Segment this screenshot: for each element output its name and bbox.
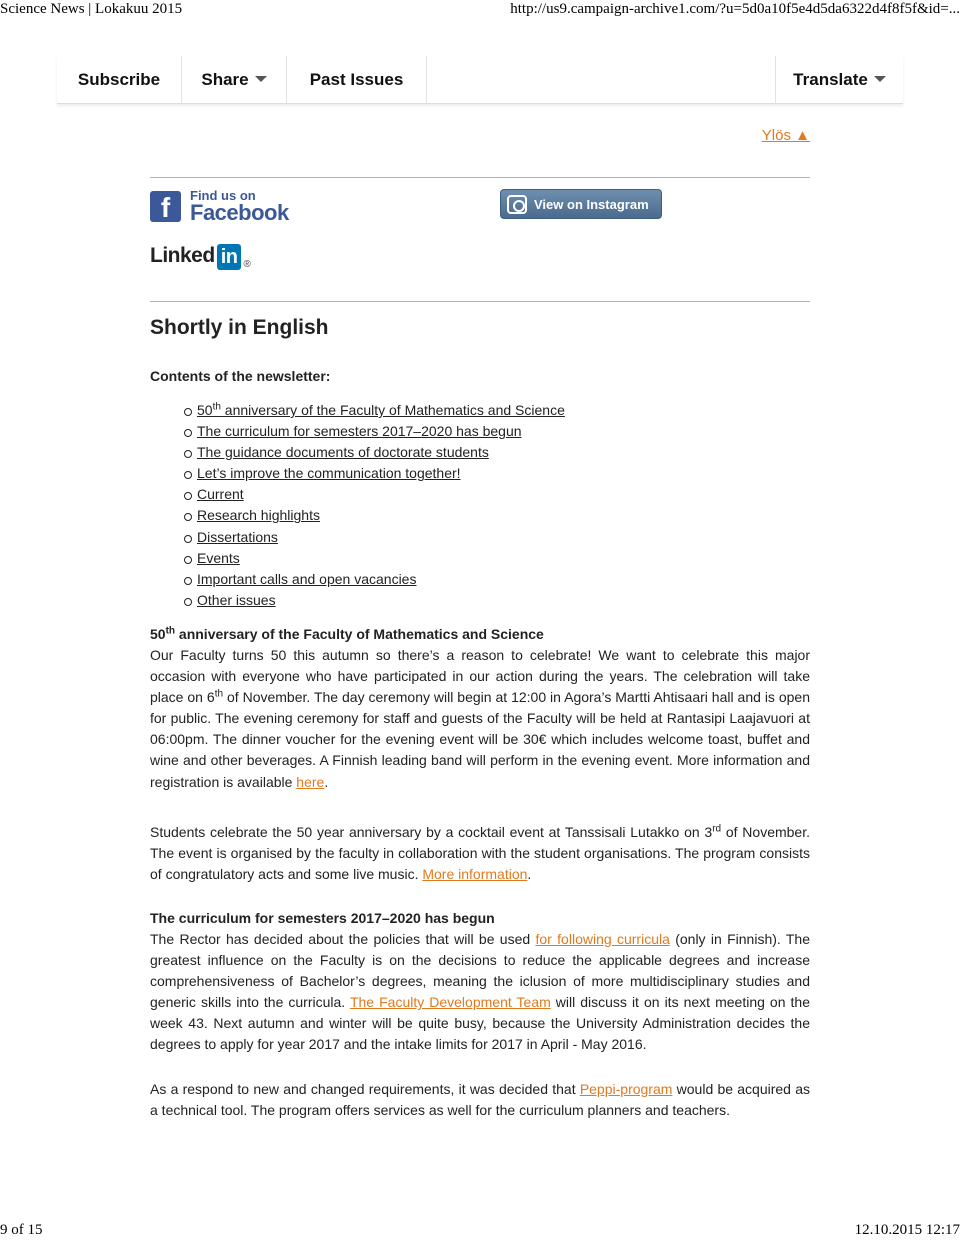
past-issues-label: Past Issues: [309, 70, 404, 89]
list-item: [182, 548, 565, 569]
toc-link-text: 50: [197, 402, 213, 418]
text: of November. The day ceremony will begin at 12:00 in Agora’s Martti Ahtisaari hall and is open for public. The evening ceremony for staff and guests of the Faculty will be held at Rantasipi Laajavuori at 06:00pm. The dinner voucher for the evening event will be 30€ which includes welcome toast, buffet and wine and other beverages. A Finnish leading band will perform in the evening event. More information and registration is available: [150, 689, 811, 790]
facebook-badge-line2: Facebook: [190, 200, 289, 225]
heading-text: 50: [150, 626, 166, 642]
list-item: [182, 421, 565, 442]
share-button[interactable]: [182, 56, 287, 104]
toc-link-guidance-documents[interactable]: The guidance documents of doctorate students: [197, 444, 489, 461]
facebook-icon: f: [150, 191, 181, 222]
toc-link-events[interactable]: Events: [197, 549, 240, 566]
superscript: th: [212, 401, 221, 413]
linkedin-text: Linked: [150, 244, 215, 267]
more-information-link[interactable]: More information: [422, 866, 528, 883]
superscript: th: [165, 625, 176, 637]
list-item: [182, 505, 565, 526]
paragraph: [150, 1079, 810, 1121]
linkedin-in-icon: in: [217, 244, 242, 270]
text: The Rector has decided about the policies that will be used: [150, 931, 536, 947]
paragraph: [150, 929, 810, 1056]
subscribe-button[interactable]: [57, 56, 182, 104]
heading-text: anniversary of the Faculty of Mathematics and Science: [175, 626, 544, 642]
toc-link-curriculum[interactable]: The curriculum for semesters 2017–2020 has begun: [197, 423, 522, 440]
toc-link-calls-vacancies[interactable]: Important calls and open vacancies: [197, 570, 417, 587]
text: will discuss it on its next meeting on the week 43. Next autumn and winter will be quite busy, because the University Administration decides the degrees to apply for year 2017 and the intake limits for 2017 in April - May 2016.: [150, 994, 810, 1053]
paragraph: [150, 822, 810, 885]
list-item: [182, 527, 565, 548]
text: (only in Finnish). The greatest influence on the Faculty is on the decisions to reduce the applicable degrees and increase comprehensiveness of Bachelor’s degrees, meaning the iclusion of more multidisciplinary studies and generic skills into the curricula.: [150, 931, 810, 1011]
toc-link-dissertations[interactable]: Dissertations: [197, 528, 278, 545]
camera-icon: [507, 195, 527, 214]
translate-button[interactable]: [775, 56, 903, 104]
student-celebration-article: [150, 822, 810, 885]
print-datetime: 12.10.2015 12:17: [854, 1222, 960, 1238]
paragraph: [150, 645, 810, 793]
text: Students celebrate the 50 year anniversary by a cocktail event at Tanssisali Lutakko on 3: [150, 824, 713, 840]
registered-mark: ®: [243, 259, 251, 270]
text: .: [324, 773, 329, 790]
divider: [150, 177, 810, 178]
chevron-down-icon: [255, 76, 267, 82]
toc-link-communication[interactable]: Let’s improve the communication together!: [197, 465, 461, 482]
facebook-badge-line1: Find us on: [190, 188, 256, 203]
instagram-label: View on Instagram: [534, 197, 649, 212]
curriculum-article: [150, 908, 810, 1056]
peppi-program-link[interactable]: Peppi-program: [579, 1081, 673, 1097]
print-header-title: Science News | Lokakuu 2015: [0, 1, 183, 17]
text: would be acquired as a technical tool. The program offers services as well for the curriculum planners and teachers.: [150, 1081, 810, 1119]
text: .: [527, 866, 532, 883]
toc-link-anniversary[interactable]: [197, 402, 565, 418]
facebook-badge[interactable]: [150, 188, 289, 225]
anniversary-article: [150, 624, 810, 793]
registration-link[interactable]: here: [296, 773, 325, 790]
page-number: 9 of 15: [0, 1222, 43, 1238]
toc-link-text: anniversary of the Faculty of Mathematics and Science: [220, 402, 565, 418]
divider: [150, 301, 810, 302]
list-item: [182, 463, 565, 484]
list-item: [182, 400, 565, 421]
translate-label: Translate: [793, 70, 868, 89]
list-item: [182, 590, 565, 611]
contents-label: Contents of the newsletter:: [150, 368, 331, 384]
subscribe-label: Subscribe: [77, 70, 161, 89]
section-title: Shortly in English: [150, 316, 329, 339]
table-of-contents: [182, 400, 565, 611]
chevron-down-icon: [874, 76, 886, 82]
print-header: [0, 0, 960, 22]
text: Our Faculty turns 50 this autumn so there’s a reason to celebrate! We want to celebrate this major occasion with everyone who have participated in our action during the years. The celebration will take place on 6: [150, 647, 810, 706]
development-team-link[interactable]: The Faculty Development Team: [349, 994, 551, 1011]
article-heading: The curriculum for semesters 2017–2020 has begun: [150, 910, 495, 926]
instagram-button[interactable]: [500, 189, 662, 219]
text: As a respond to new and changed requirements, it was decided that: [150, 1081, 580, 1097]
superscript: rd: [712, 823, 722, 835]
toc-link-other-issues[interactable]: Other issues: [197, 591, 276, 608]
past-issues-button[interactable]: [287, 56, 427, 104]
toc-link-current[interactable]: Current: [197, 486, 244, 503]
share-label: Share: [201, 70, 249, 89]
curricula-link[interactable]: for following curricula: [535, 931, 670, 947]
superscript: th: [214, 688, 224, 700]
text: of November. The event is organised by the faculty in collaboration with the student organisations. The program consists of congratulatory acts and some live music.: [150, 824, 810, 883]
print-header-url: http://us9.campaign-archive1.com/?u=5d0a10f5e4d5da6322d4f8f5f&id=...: [510, 1, 960, 17]
peppi-article: [150, 1079, 810, 1121]
list-item: [182, 442, 565, 463]
back-to-top-link[interactable]: Ylös ▲: [761, 127, 810, 144]
print-footer: [0, 1219, 960, 1241]
linkedin-logo[interactable]: [150, 244, 250, 272]
list-item: [182, 569, 565, 590]
article-heading: [150, 624, 810, 645]
list-item: [182, 484, 565, 505]
top-navigation-bar: [57, 56, 903, 104]
toc-link-research-highlights[interactable]: Research highlights: [197, 507, 320, 524]
